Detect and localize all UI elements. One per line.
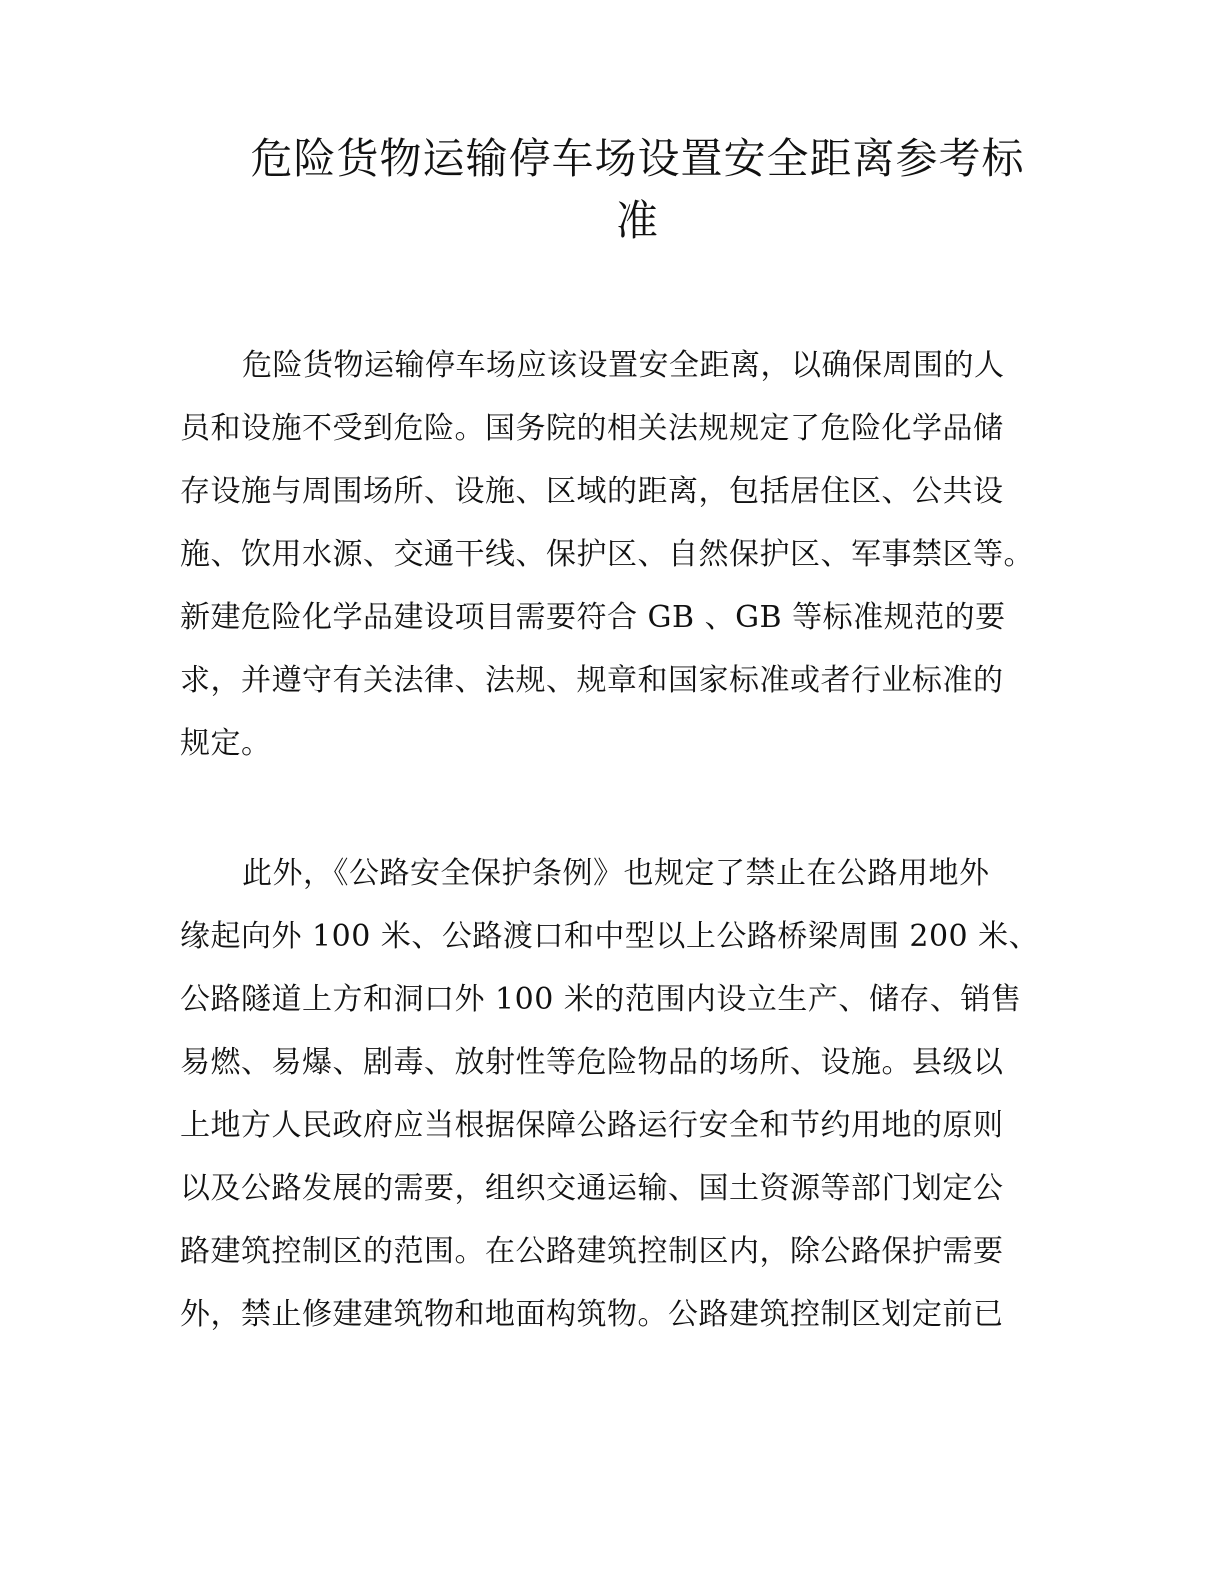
paragraph-line: 员和设施不受到危险。国务院的相关法规规定了危险化学品储 — [180, 411, 1004, 446]
paragraph-line: 存设施与周围场所、设施、区域的距离，包括居住区、公共设 — [180, 474, 1004, 509]
paragraph-line: 易燃、易爆、剧毒、放射性等危险物品的场所、设施。县级以 — [180, 1045, 1004, 1080]
paragraph-line: 此外，《公路安全保护条例》也规定了禁止在公路用地外 — [242, 856, 990, 891]
paragraph-line: 外，禁止修建建筑物和地面构筑物。公路建筑控制区划定前已 — [180, 1297, 1004, 1332]
paragraph-line: 上地方人民政府应当根据保障公路运行安全和节约用地的原则 — [180, 1108, 1004, 1143]
paragraph-line: 求，并遵守有关法律、法规、规章和国家标准或者行业标准的 — [180, 663, 1004, 698]
paragraph-line: 施、饮用水源、交通干线、保护区、自然保护区、军事禁区等。 — [180, 537, 1034, 572]
paragraph-line: 缘起向外 100 米、公路渡口和中型以上公路桥梁周围 200 米、 — [180, 919, 1040, 954]
paragraph-line: 新建危险化学品建设项目需要符合 GB 、GB 等标准规范的要 — [180, 600, 1006, 635]
paragraph-line: 规定。 — [180, 726, 272, 761]
paragraph-1 — [180, 334, 1050, 775]
document-title — [180, 128, 1095, 252]
title-line: 准 — [615, 196, 659, 245]
title-line: 危险货物运输停车场设置安全距离参考标 — [250, 134, 1025, 183]
paragraph-line: 危险货物运输停车场应该设置安全距离，以确保周围的人 — [242, 348, 1005, 383]
paragraph-line: 路建筑控制区的范围。在公路建筑控制区内，除公路保护需要 — [180, 1234, 1004, 1269]
paragraph-line: 以及公路发展的需要，组织交通运输、国土资源等部门划定公 — [180, 1171, 1004, 1206]
paragraph-line: 公路隧道上方和洞口外 100 米的范围内设立生产、储存、销售 — [180, 982, 1022, 1017]
paragraph-2 — [180, 842, 1050, 1346]
